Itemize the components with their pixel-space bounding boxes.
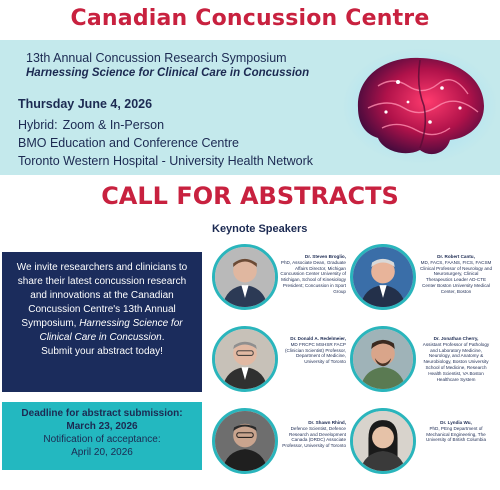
speaker-details: MD, FACS, FAANS, FICS, FACSM Clinical Professor of Neurology and Neurosurgery, Clinical Therapeutics Leader AD-CTE Center Boston University Medical Center, Boston xyxy=(420,259,493,294)
speaker-2-photo xyxy=(350,244,416,310)
format-value: Zoom & In-Person xyxy=(62,118,165,132)
brain-illustration xyxy=(338,46,496,171)
symposium-theme: Harnessing Science for Clinical Care in Concussion xyxy=(26,67,310,79)
speaker-6-info xyxy=(420,420,492,443)
speaker-name: Dr. Jonathan Cherry, xyxy=(433,336,479,341)
speaker-details: Assistant Professor of Pathology and Laboratory Medicine, Neurology, and Anatomy & Neurobiology, Boston University School of Medicine, Research Health Scientist, VA Boston Healthcare System xyxy=(422,341,490,382)
invitation-text-2: . xyxy=(161,332,165,343)
notification-label: Notification of acceptance: xyxy=(43,434,161,445)
symposium-hospital: Toronto Western Hospital - University Health Network xyxy=(18,154,314,168)
deadline-label: Deadline for abstract submission: xyxy=(21,408,183,419)
format-label: Hybrid: xyxy=(18,118,58,132)
symposium-date: Thursday June 4, 2026 xyxy=(18,97,153,111)
speaker-4-info xyxy=(420,336,492,382)
speaker-name: Dr. Lyndia Wu, xyxy=(440,420,472,425)
symposium-venue: BMO Education and Conference Centre xyxy=(18,136,239,150)
speaker-6-photo xyxy=(350,408,416,474)
deadline-box xyxy=(2,402,202,470)
invitation-box xyxy=(2,252,202,392)
keynote-heading: Keynote Speakers xyxy=(212,223,308,235)
speaker-5-info xyxy=(280,420,346,449)
call-for-abstracts-heading: CALL FOR ABSTRACTS xyxy=(101,182,399,210)
speaker-3-info xyxy=(280,336,346,365)
speaker-details: MD FRCPC MSHSR FACP (Clinician Scientist) Professor, Department of Medicine, University of Toronto xyxy=(284,341,346,365)
speaker-5-photo xyxy=(212,408,278,474)
speaker-1-info xyxy=(280,254,346,295)
invitation-cta: Submit your abstract today! xyxy=(41,346,163,357)
symposium-banner xyxy=(0,40,500,175)
speaker-details: PhD, PEng Department of Mechanical Engineering, The University of British Columbia xyxy=(426,425,486,443)
symposium-format xyxy=(18,118,164,132)
speaker-name: Dr. Donald A. Redelmeier, xyxy=(290,336,346,341)
speaker-name: Dr. Shawn Rhind, xyxy=(308,420,346,425)
symposium-name: 13th Annual Concussion Research Symposium xyxy=(26,51,287,65)
deadline-date: March 23, 2026 xyxy=(66,421,138,432)
invitation-text-1: We invite researchers and clinicians to share their latest concussion research and innovations at the Canadian Concussion Centre's 13th Annual Symposium, xyxy=(16,262,188,329)
notification-date: April 20, 2026 xyxy=(71,447,133,458)
speaker-name: Dr. Steven Broglio, xyxy=(304,254,346,259)
speaker-details: PhD, Associate Dean, Graduate Affairs Director, Michigan Concussion Center University of Michigan, School of Kinesiology President; Concussion in Sport Group xyxy=(280,259,346,294)
speaker-details: Defence Scientist, Defence Research and Development Canada (DRDC) Associate Professor, University of Toronto xyxy=(282,425,346,449)
speaker-4-photo xyxy=(350,326,416,392)
page-title: Canadian Concussion Centre xyxy=(70,6,430,31)
speaker-3-photo xyxy=(212,326,278,392)
speaker-1-photo xyxy=(212,244,278,310)
invitation-theme-italic: Harnessing Science for Clinical Care in Concussion xyxy=(39,318,183,343)
speaker-2-info xyxy=(420,254,492,295)
speaker-name: Dr. Robert Cantu, xyxy=(437,254,475,259)
